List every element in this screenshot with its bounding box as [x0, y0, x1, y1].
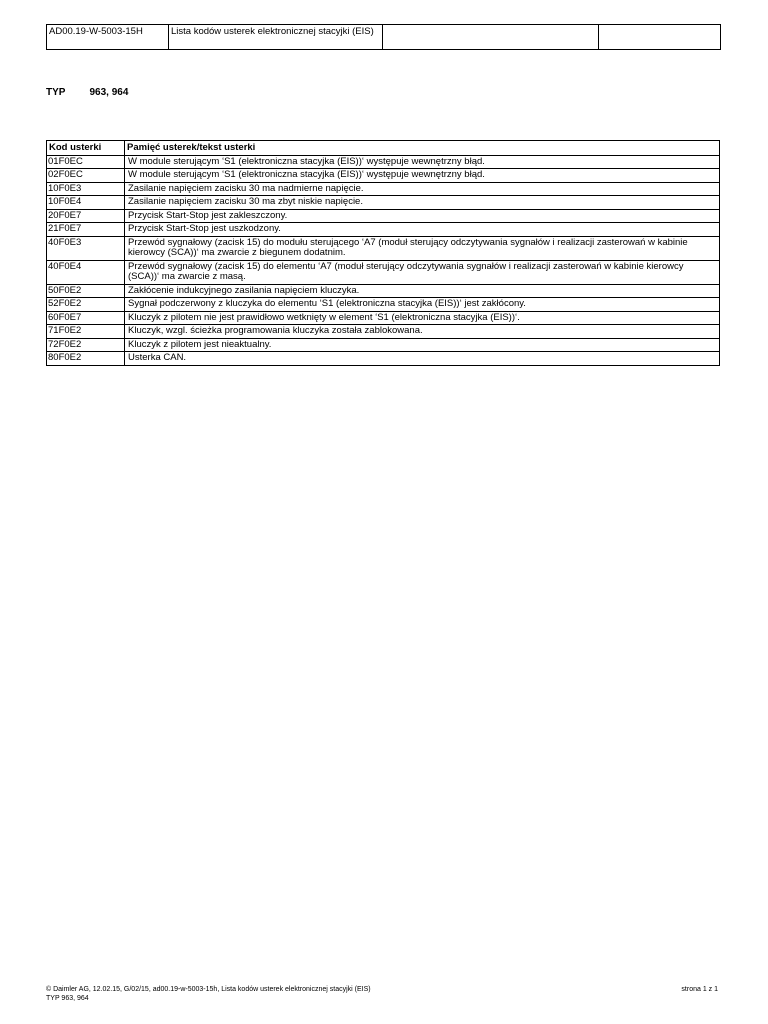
fault-description: Usterka CAN. [125, 352, 720, 366]
fault-code: 10F0E4 [47, 196, 125, 210]
table-row [47, 223, 720, 237]
table-row [47, 260, 720, 284]
fault-code: 72F0E2 [47, 338, 125, 352]
table-row [47, 338, 720, 352]
fault-code: 71F0E2 [47, 325, 125, 339]
fault-description: Przycisk Start-Stop jest zakleszczony. [125, 209, 720, 223]
fault-code: 80F0E2 [47, 352, 125, 366]
page-footer [46, 986, 720, 1003]
table-row [47, 311, 720, 325]
document-title: Lista kodów usterek elektronicznej stacyjki (EIS) [169, 25, 383, 50]
typ-values: 963, 964 [89, 87, 129, 98]
table-row [47, 352, 720, 366]
fault-description: W module sterującym ‘S1 (elektroniczna stacyjka (EIS))‘ występuje wewnętrzny błąd. [125, 169, 720, 183]
header-row [47, 25, 721, 50]
table-row [47, 325, 720, 339]
table-row [47, 196, 720, 210]
table-row [47, 182, 720, 196]
fault-code-table [46, 140, 720, 366]
fault-description: W module sterującym ‘S1 (elektroniczna stacyjka (EIS))‘ występuje wewnętrzny błąd. [125, 155, 720, 169]
fault-code: 21F0E7 [47, 223, 125, 237]
fault-description: Zakłócenie indukcyjnego zasilania napięciem kluczyka. [125, 284, 720, 298]
fault-code: 02F0EC [47, 169, 125, 183]
typ-label: TYP [46, 87, 66, 98]
fault-code: 50F0E2 [47, 284, 125, 298]
fault-description: Przycisk Start-Stop jest uszkodzony. [125, 223, 720, 237]
fault-code: 52F0E2 [47, 298, 125, 312]
fault-description: Przewód sygnałowy (zacisk 15) do elementu ‘A7 (moduł sterujący odczytywania sygnałów i realizacji zasterowań w kabinie kierowcy (SCA))‘ ma zwarcie z masą. [125, 260, 720, 284]
column-header-text: Pamięć usterek/tekst usterki [125, 141, 720, 156]
fault-code: 40F0E3 [47, 236, 125, 260]
header-empty-cell [383, 25, 599, 50]
table-row [47, 209, 720, 223]
fault-description: Sygnał podczerwony z kluczyka do elementu ‘S1 (elektroniczna stacyjka (EIS))‘ jest zakłócony. [125, 298, 720, 312]
table-row [47, 284, 720, 298]
document-id: AD00.19-W-5003-15H [47, 25, 169, 50]
table-row [47, 169, 720, 183]
fault-description: Przewód sygnałowy (zacisk 15) do modułu sterującego ‘A7 (moduł sterujący odczytywania sygnałów i realizacji zasterowań w kabinie kierowcy (SCA))‘ ma zwarcie z biegunem dodatnim. [125, 236, 720, 260]
fault-rows [47, 155, 720, 365]
fault-description: Kluczyk, wzgl. ścieżka programowania kluczyka została zablokowana. [125, 325, 720, 339]
fault-code: 60F0E7 [47, 311, 125, 325]
table-header-row [47, 141, 720, 156]
footer-copyright: © Daimler AG, 12.02.15, G/02/15, ad00.19-w-5003-15h, Lista kodów usterek elektronicznej stacyjki (EIS) [46, 986, 371, 993]
fault-code: 01F0EC [47, 155, 125, 169]
fault-code: 40F0E4 [47, 260, 125, 284]
column-header-code: Kod usterki [47, 141, 125, 156]
header-empty-cell [599, 25, 721, 50]
fault-description: Kluczyk z pilotem jest nieaktualny. [125, 338, 720, 352]
table-row [47, 236, 720, 260]
page-number: strona 1 z 1 [681, 986, 718, 993]
vehicle-type-heading [46, 87, 128, 98]
fault-description: Zasilanie napięciem zacisku 30 ma nadmierne napięcie. [125, 182, 720, 196]
fault-code: 20F0E7 [47, 209, 125, 223]
fault-description: Kluczyk z pilotem nie jest prawidłowo wetknięty w element ‘S1 (elektroniczna stacyjka (EIS))‘. [125, 311, 720, 325]
fault-code: 10F0E3 [47, 182, 125, 196]
fault-description: Zasilanie napięciem zacisku 30 ma zbyt niskie napięcie. [125, 196, 720, 210]
footer-type: TYP 963, 964 [46, 994, 89, 1002]
document-header-table [46, 24, 721, 50]
table-row [47, 298, 720, 312]
table-row [47, 155, 720, 169]
